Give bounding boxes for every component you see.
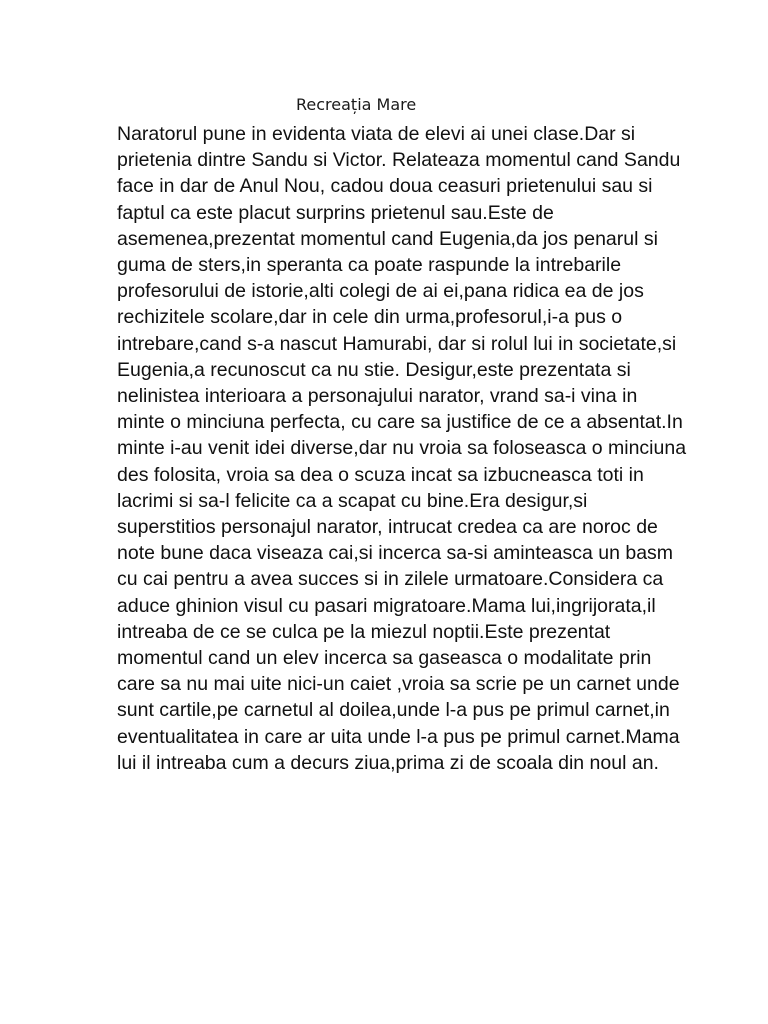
body-line: profesorului de istorie,alti colegi de ai ei,pana ridica ea de jos xyxy=(117,280,644,303)
body-line: Naratorul pune in evidenta viata de elevi ai unei clase.Dar si xyxy=(117,123,636,145)
body-line: des folosita, vroia sa dea o scuza incat sa izbucneasca toti in xyxy=(117,463,644,486)
body-line: rechizitele scolare,dar in cele din urma,profesorul,i-a pus o xyxy=(117,306,623,329)
document-title: Recreația Mare xyxy=(296,95,417,114)
body-line: superstitios personajul narator, intrucat credea ca are noroc de xyxy=(117,516,658,539)
body-line: asemenea,prezentat momentul cand Eugenia,da jos penarul si xyxy=(117,227,658,250)
body-line: intrebare,cand s-a nascut Hamurabi, dar si rolul lui in societate,si xyxy=(117,332,677,355)
body-line: sunt cartile,pe carnetul al doilea,unde l-a pus pe primul carnet,in xyxy=(117,699,670,722)
body-line: minte o minciuna perfecta, cu care sa justifice de ce a absentat.In xyxy=(117,411,683,434)
body-line: cu cai pentru a avea succes si in zilele urmatoare.Considera ca xyxy=(117,568,664,591)
body-line: nelinistea interioara a personajului narator, vrand sa-i vina in xyxy=(117,385,638,408)
body-line: lui il intreaba cum a decurs ziua,prima zi de scoala din noul an. xyxy=(117,751,659,774)
body-line: momentul cand un elev incerca sa gaseasca o modalitate prin xyxy=(117,647,652,670)
body-line: face in dar de Anul Nou, cadou doua ceasuri prietenului sau si xyxy=(117,175,653,198)
body-line: aduce ghinion visul cu pasari migratoare.Mama lui,ingrijorata,il xyxy=(117,594,656,617)
body-line: guma de sters,in speranta ca poate raspunde la intrebarile xyxy=(117,254,622,277)
body-line: Eugenia,a recunoscut ca nu stie. Desigur,este prezentata si xyxy=(117,358,631,381)
body-line: intreaba de ce se culca pe la miezul noptii.Este prezentat xyxy=(117,620,611,643)
body-line: minte i-au venit idei diverse,dar nu vroia sa foloseasca o minciuna xyxy=(117,437,687,460)
document-body xyxy=(117,121,707,776)
body-line: note bune daca viseaza cai,si incerca sa-si aminteasca un basm xyxy=(117,542,674,565)
body-line: lacrimi si sa-l felicite ca a scapat cu bine.Era desigur,si xyxy=(117,489,588,512)
body-line: prietenia dintre Sandu si Victor. Relateaza momentul cand Sandu xyxy=(117,149,681,172)
body-line: faptul ca este placut surprins prietenul sau.Este de xyxy=(117,201,554,224)
body-line: eventualitatea in care ar uita unde l-a pus pe primul carnet.Mama xyxy=(117,725,680,748)
body-line: care sa nu mai uite nici-un caiet ,vroia sa scrie pe un carnet unde xyxy=(117,673,680,696)
